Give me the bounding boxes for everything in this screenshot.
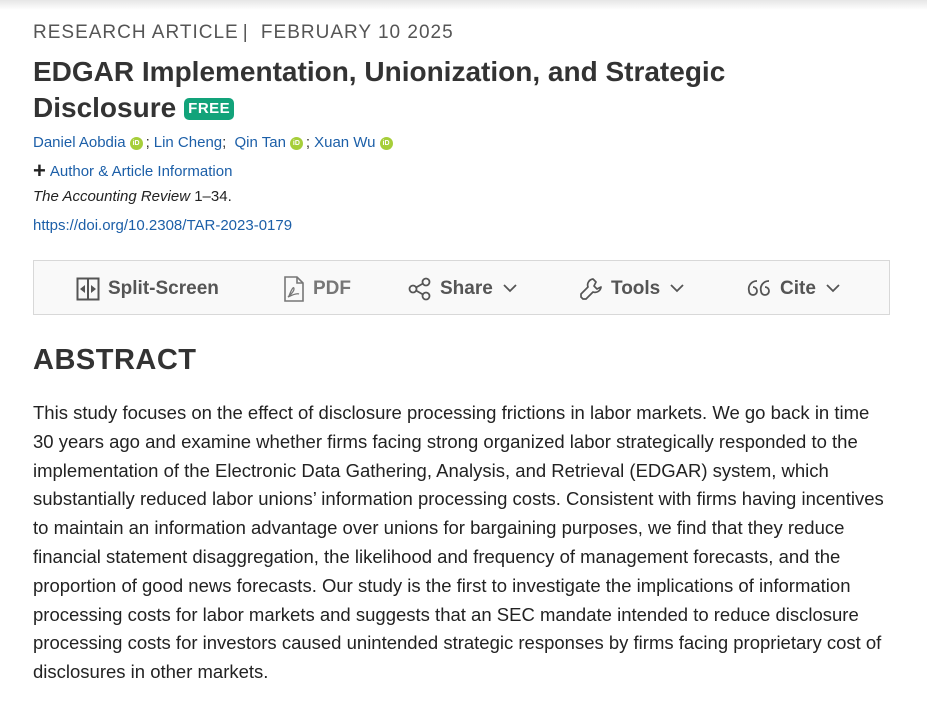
doi-link[interactable]: https://doi.org/10.2308/TAR-2023-0179 [33,217,293,234]
abstract-body: This study focuses on the effect of disclosure processing frictions in labor markets. We go back in time 30 years ago and examine whether firms facing strong organized labor strategically responded to the implementation of the Electronic Data Gathering, Analysis, and Retrieval (EDGAR) system, which substantially reduced labor unions’ information processing costs. Consistent with firms having incentives to maintain an information advantage over unions for bargaining purposes, we find that they reduce financial statement disaggregation, the likelihood and frequency of management forecasts, and the proportion of good news forecasts. Our study is the first to investigate the implications of information processing costs for labor markets and suggests that an SEC mandate intended to reduce disclosure processing costs for investors caused unintended strategic responses by firms facing proprietary cost of disclosures in other markets. [33,402,884,683]
article-toolbar [33,260,890,315]
free-badge: FREE [184,98,234,120]
article-meta [33,22,454,44]
article-title [33,54,853,126]
abstract-heading: ABSTRACT [33,344,197,376]
chevron-down-icon [503,284,517,293]
author-info-link[interactable]: Author & Article Information [49,163,233,180]
cite-button[interactable] [746,261,840,316]
page-range: 1–34. [194,188,232,205]
pdf-icon [283,276,305,302]
author-link-cheng[interactable]: Lin Cheng [153,134,223,151]
orcid-icon[interactable]: iD [290,137,303,150]
split-screen-button[interactable] [76,261,219,316]
chevron-down-icon [826,284,840,293]
citation-line [33,188,232,205]
author-separator: ; [305,134,311,151]
author-link-aobdia[interactable]: Daniel Aobdia [33,134,126,151]
journal-name: The Accounting Review [33,188,191,205]
tools-label: Tools [611,277,661,299]
share-button[interactable] [408,261,517,316]
author-info-toggle[interactable] [33,158,233,183]
author-separator: ; [222,134,227,151]
wrench-icon [579,277,603,301]
chevron-down-icon [670,284,684,293]
plus-icon: + [33,158,46,183]
split-screen-icon [76,277,100,301]
split-screen-label: Split-Screen [108,277,219,299]
share-icon [408,277,432,301]
author-link-tan[interactable]: Qin Tan [234,134,286,151]
author-list [33,134,396,151]
orcid-icon[interactable]: iD [380,137,393,150]
tools-button[interactable] [579,261,684,316]
orcid-icon[interactable]: iD [130,137,143,150]
cite-label: Cite [780,277,816,299]
article-type: RESEARCH ARTICLE [33,22,239,43]
pdf-label: PDF [313,277,351,299]
share-label: Share [440,277,493,299]
author-separator: ; [145,134,150,151]
quote-icon [746,278,772,300]
meta-separator: | [242,22,249,43]
author-link-wu[interactable]: Xuan Wu [314,134,376,151]
publication-date: FEBRUARY 10 2025 [260,22,454,43]
article-title-text: EDGAR Implementation, Unionization, and Strategic Disclosure [33,56,726,123]
header-shadow [0,0,927,10]
pdf-button[interactable] [283,261,351,316]
